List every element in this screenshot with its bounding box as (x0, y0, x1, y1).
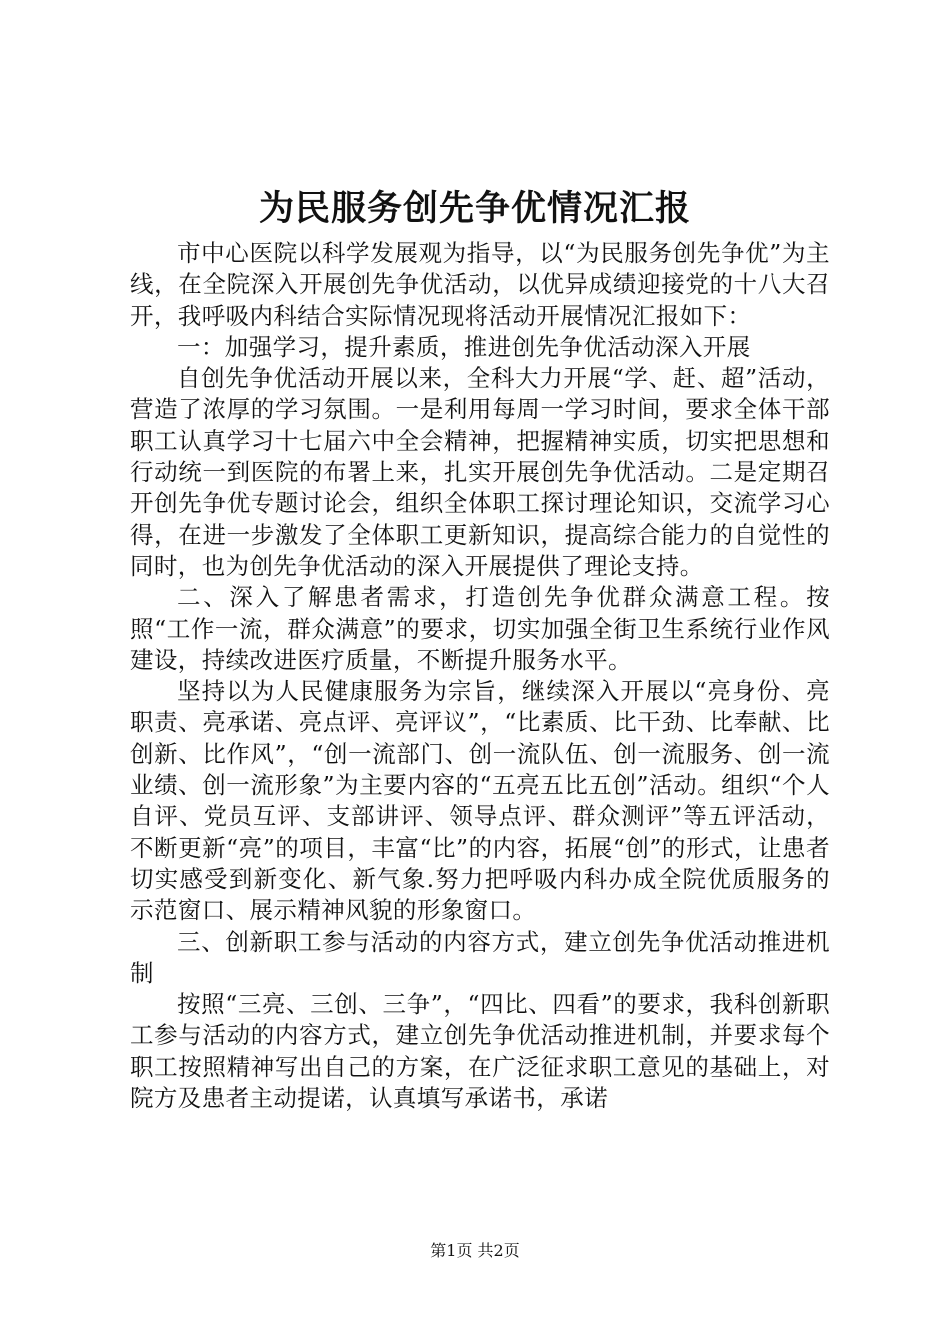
section-2-paragraph: 坚持以为人民健康服务为宗旨，继续深入开展以“亮身份、亮职责、亮承诺、亮点评、亮评议”，“比素质、比干劲、比奉献、比创新、比作风”，“创一流部门、创一流队伍、创一流服务、创一流业绩、创一流形象”为主要内容的“五亮五比五创”活动。组织“个人自评、党员互评、支部讲评、领导点评、群众测评”等五评活动，不断更新“亮”的项目，丰富“比”的内容，拓展“创”的形式，让患者切实感受到新变化、新气象.努力把呼吸内科办成全院优质服务的示范窗口、展示精神风貌的形象窗口。 (130, 677, 830, 925)
intro-paragraph: 市中心医院以科学发展观为指导，以“为民服务创先争优”为主线，在全院深入开展创先争优活动，以优异成绩迎接党的十八大召开，我呼吸内科结合实际情况现将活动开展情况汇报如下： (130, 239, 830, 330)
document-body (130, 238, 830, 1114)
page-number-footer: 第1页 共2页 (430, 1241, 520, 1260)
section-heading-3: 三、创新职工参与活动的内容方式，建立创先争优活动推进机制 (130, 927, 830, 987)
section-1-paragraph: 自创先争优活动开展以来，全科大力开展“学、赶、超”活动，营造了浓厚的学习氛围。一是利用每周一学习时间，要求全体干部职工认真学习十七届六中全会精神，把握精神实质，切实把思想和行动统一到医院的布署上来，扎实开展创先争优活动。二是定期召开创先争优专题讨论会，组织全体职工探讨理论知识，交流学习心得，在进一步激发了全体职工更新知识，提高综合能力的自觉性的同时，也为创先争优活动的深入开展提供了理论支持。 (130, 364, 830, 580)
section-heading-2: 二、深入了解患者需求，打造创先争优群众满意工程。按照“工作一流，群众满意”的要求，切实加强全街卫生系统行业作风建设，持续改进医疗质量，不断提升服务水平。 (130, 583, 830, 674)
section-heading-1: 一：加强学习，提升素质，推进创先争优活动深入开展 (177, 332, 751, 361)
section-3-paragraph: 按照“三亮、三创、三争”，“四比、四看”的要求，我科创新职工参与活动的内容方式，建立创先争优活动推进机制，并要求每个职工按照精神写出自己的方案，在广泛征求职工意见的基础上，对院方及患者主动提诺，认真填写承诺书，承诺 (130, 990, 830, 1113)
document-title: 为民服务创先争优情况汇报 (258, 188, 691, 229)
